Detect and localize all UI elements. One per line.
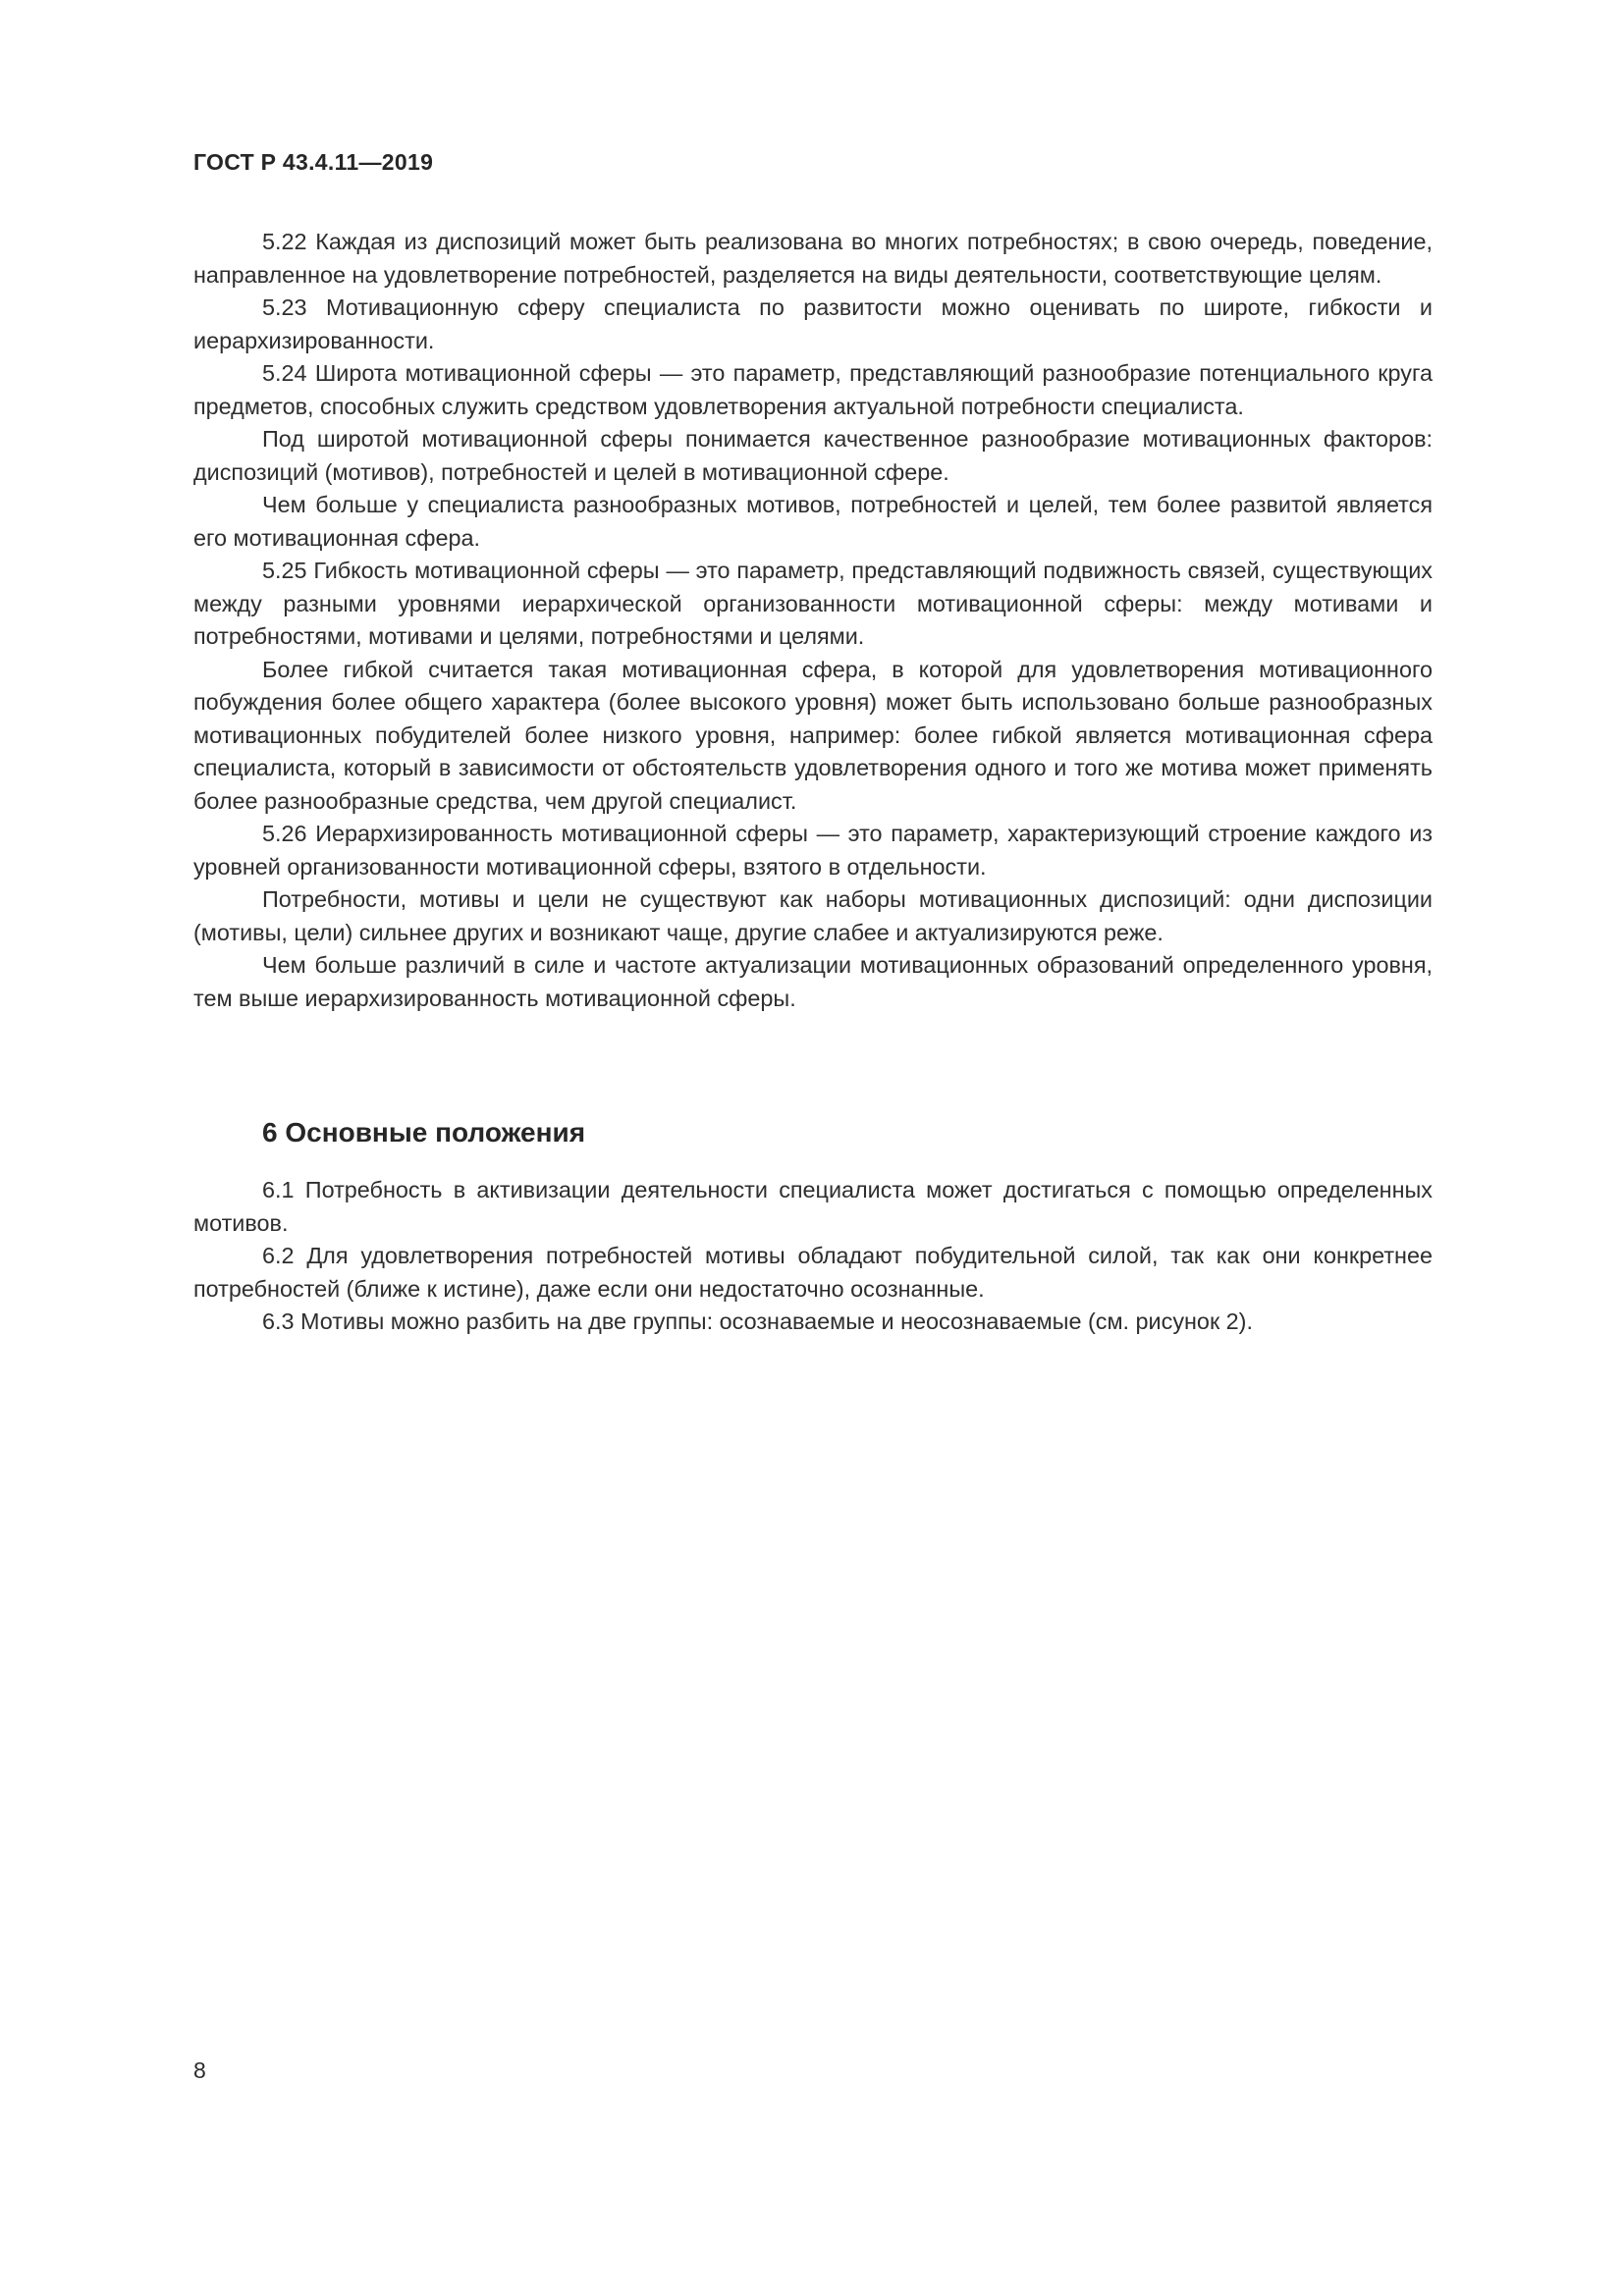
section-6-title: 6 Основные положения xyxy=(262,1117,586,1148)
paragraph-6-2: 6.2 Для удовлетворения потребностей мотивы обладают побудительной силой, так как они конкретнее потребностей (ближе к истине), даже если они недостаточно осознанные. xyxy=(193,1243,1433,1302)
paragraph-5-23: 5.23 Мотивационную сферу специалиста по развитости можно оценивать по широте, гибкости и иерархизированности. xyxy=(193,294,1433,353)
paragraph-hierarchy-dispositions: Потребности, мотивы и цели не существуют как наборы мотивационных диспозиций: одни диспозиции (мотивы, цели) сильнее других и возникают чаще, другие слабее и актуализируются реже. xyxy=(193,886,1433,945)
page-number: 8 xyxy=(193,2057,206,2083)
paragraph-5-22: 5.22 Каждая из диспозиций может быть реализована во многих потребностях; в свою очередь, поведение, направленное на удовлетворение потребностей, разделяется на виды деятельности, соответствующие целям. xyxy=(193,229,1433,288)
document-code-header: ГОСТ Р 43.4.11—2019 xyxy=(193,149,434,175)
paragraph-5-25: 5.25 Гибкость мотивационной сферы — это параметр, представляющий подвижность связей, существующих между разными уровнями иерархической организованности мотивационной сферы: между мотивами и потребностями, мотивами и целями, потребностями и целями. xyxy=(193,558,1433,649)
paragraph-flexibility-detail: Более гибкой считается такая мотивационная сфера, в которой для удовлетворения мотивационного побуждения более общего характера (более высокого уровня) может быть использовано больше разнообразных мотивационных побудителей более низкого уровня, например: более гибкой является мотивационная сфера специалиста, который в зависимости от обстоятельств удовлетворения одного и того же мотива может применять более разнообразные средства, чем другой специалист. xyxy=(193,656,1433,814)
paragraph-breadth-definition: Под широтой мотивационной сферы понимается качественное разнообразие мотивационных факторов: диспозиций (мотивов), потребностей и целей в мотивационной сфере. xyxy=(193,426,1433,485)
section-6-body xyxy=(193,1174,1433,1339)
paragraph-5-26: 5.26 Иерархизированность мотивационной сферы — это параметр, характеризующий строение каждого из уровней организованности мотивационной сферы, взятого в отдельности. xyxy=(193,821,1433,880)
paragraph-breadth-more: Чем больше у специалиста разнообразных мотивов, потребностей и целей, тем более развитой является его мотивационная сфера. xyxy=(193,492,1433,551)
paragraph-6-1: 6.1 Потребность в активизации деятельности специалиста может достигаться с помощью определенных мотивов. xyxy=(193,1177,1433,1236)
paragraph-5-24: 5.24 Широта мотивационной сферы — это параметр, представляющий разнообразие потенциального круга предметов, способных служить средством удовлетворения актуальной потребности специалиста. xyxy=(193,360,1433,419)
paragraph-hierarchy-more: Чем больше различий в силе и частоте актуализации мотивационных образований определенного уровня, тем выше иерархизированность мотивационной сферы. xyxy=(193,952,1433,1011)
section-5-body xyxy=(193,226,1433,1015)
paragraph-6-3: 6.3 Мотивы можно разбить на две группы: осознаваемые и неосознаваемые (см. рисунок 2). xyxy=(262,1308,1253,1334)
